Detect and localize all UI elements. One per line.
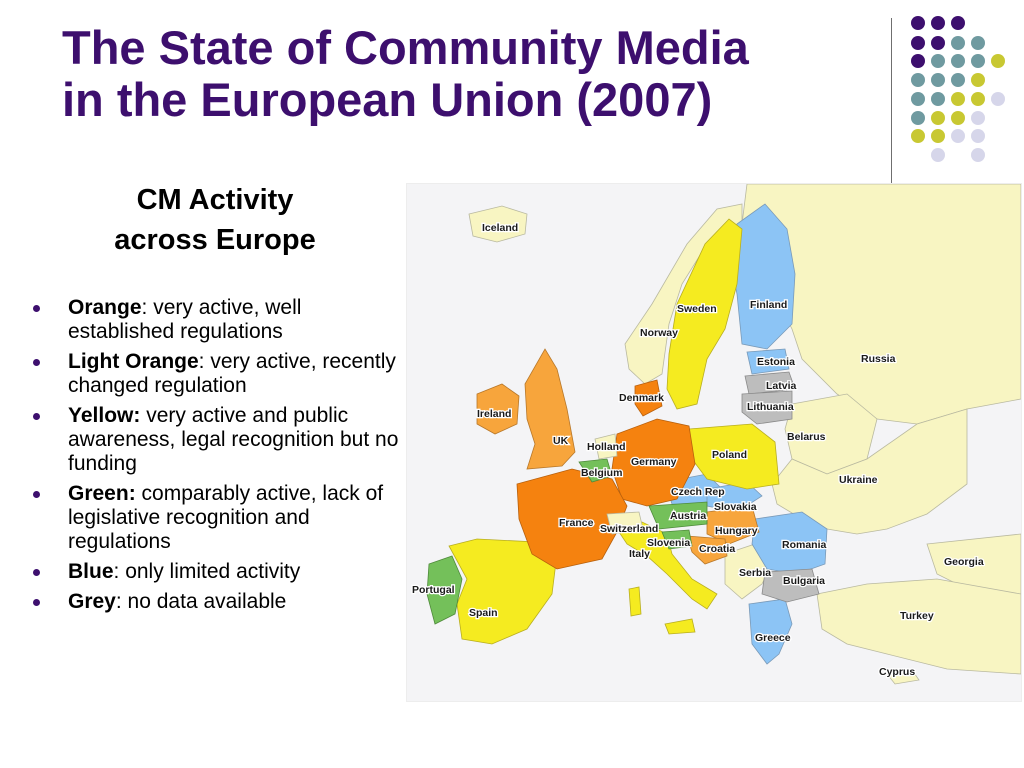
country-label-ukraine: Ukraine <box>839 474 878 486</box>
legend-sep: : <box>113 560 120 583</box>
country-label-italy: Italy <box>629 548 651 560</box>
country-label-czech: Czech Rep <box>671 486 725 498</box>
legend-term: Green: <box>68 482 136 505</box>
country-label-latvia: Latvia <box>766 380 797 392</box>
dot <box>931 111 945 125</box>
dot <box>931 148 945 162</box>
dot <box>911 16 925 30</box>
bullet-icon <box>33 569 40 576</box>
legend-item-yellow <box>30 404 400 476</box>
dot <box>971 111 985 125</box>
legend-term: Grey <box>68 590 116 613</box>
legend-sep: : <box>115 590 122 613</box>
country-label-austria: Austria <box>670 510 707 522</box>
legend-term: Blue <box>68 560 114 583</box>
country-label-hungary: Hungary <box>715 525 758 537</box>
legend-desc: no data available <box>121 590 287 613</box>
country-label-iceland: Iceland <box>482 222 519 234</box>
country-label-belgium: Belgium <box>581 467 623 479</box>
dot <box>911 73 925 87</box>
legend-item-light-orange <box>30 350 400 398</box>
legend-list <box>30 296 400 620</box>
legend-desc: comparably active, lack of legislative recognition and regulations <box>68 482 384 553</box>
country-label-ireland: Ireland <box>477 408 512 420</box>
country-label-slovenia: Slovenia <box>647 537 691 549</box>
bullet-icon <box>33 359 40 366</box>
legend-term: Orange <box>68 296 142 319</box>
dot <box>931 16 945 30</box>
legend-item-blue <box>30 560 400 584</box>
legend-item-green <box>30 482 400 554</box>
legend-desc: only limited activity <box>119 560 301 583</box>
country-label-france: France <box>559 517 594 529</box>
dot <box>931 129 945 143</box>
slide-title-line-1: The State of Community Media <box>62 21 749 74</box>
country-label-spain: Spain <box>469 607 498 619</box>
slide-title <box>62 22 882 126</box>
dot <box>971 92 985 106</box>
legend-sep: : <box>198 350 205 373</box>
legend-desc: very active, recently changed regulation <box>68 350 396 397</box>
legend-sep: : <box>141 296 148 319</box>
dot <box>931 54 945 68</box>
country-label-sweden: Sweden <box>677 303 717 315</box>
section-subtitle <box>75 180 355 260</box>
country-label-cyprus: Cyprus <box>879 666 916 678</box>
country-label-norway: Norway <box>640 327 678 339</box>
bullet-icon <box>33 491 40 498</box>
dot <box>971 129 985 143</box>
country-label-georgia: Georgia <box>944 556 984 568</box>
country-label-holland: Holland <box>587 441 626 453</box>
dot <box>971 148 985 162</box>
dot <box>951 129 965 143</box>
dot <box>971 73 985 87</box>
country-label-denmark: Denmark <box>619 392 664 404</box>
country-label-finland: Finland <box>750 299 788 311</box>
legend-term: Light Orange <box>68 350 199 373</box>
country-label-greece: Greece <box>755 632 791 644</box>
legend-desc: very active, well established regulations <box>68 296 302 343</box>
dot <box>991 54 1005 68</box>
country-label-germany: Germany <box>631 456 677 468</box>
subtitle-line-1: CM Activity <box>136 184 294 216</box>
dot <box>951 54 965 68</box>
slide-title-line-2: in the European Union (2007) <box>62 73 713 126</box>
dot <box>971 54 985 68</box>
dot <box>931 92 945 106</box>
country-label-bulgaria: Bulgaria <box>783 575 826 587</box>
subtitle-line-2: across Europe <box>114 224 316 256</box>
legend-item-grey <box>30 590 400 614</box>
dot <box>951 16 965 30</box>
country-label-switzerland: Switzerland <box>600 523 659 535</box>
country-label-croatia: Croatia <box>699 543 736 555</box>
country-label-portugal: Portugal <box>412 584 455 596</box>
dot <box>911 92 925 106</box>
country-label-romania: Romania <box>782 539 827 551</box>
europe-map-svg <box>407 184 1021 701</box>
country-label-belarus: Belarus <box>787 431 826 443</box>
country-label-lithuania: Lithuania <box>747 401 794 413</box>
dot <box>911 111 925 125</box>
country-label-slovakia: Slovakia <box>714 501 757 513</box>
decorative-divider <box>891 18 892 183</box>
legend-desc: very active and public awareness, legal recognition but no funding <box>68 404 399 475</box>
legend-item-orange <box>30 296 400 344</box>
country-label-russia: Russia <box>861 353 896 365</box>
country-label-turkey: Turkey <box>900 610 934 622</box>
dot <box>951 36 965 50</box>
dot <box>971 36 985 50</box>
dot <box>931 73 945 87</box>
dot <box>911 129 925 143</box>
dot <box>911 36 925 50</box>
country-label-poland: Poland <box>712 449 748 461</box>
dot <box>951 92 965 106</box>
country-label-serbia: Serbia <box>739 567 772 579</box>
dot <box>911 54 925 68</box>
bullet-icon <box>33 413 40 420</box>
dot <box>991 92 1005 106</box>
country-label-uk: UK <box>553 435 569 447</box>
europe-map <box>406 183 1022 702</box>
bullet-icon <box>33 599 40 606</box>
dot <box>951 111 965 125</box>
dot <box>951 73 965 87</box>
dot <box>931 36 945 50</box>
bullet-icon <box>33 305 40 312</box>
country-label-estonia: Estonia <box>757 356 795 368</box>
region-sardinia <box>629 587 641 616</box>
legend-term: Yellow: <box>68 404 141 427</box>
